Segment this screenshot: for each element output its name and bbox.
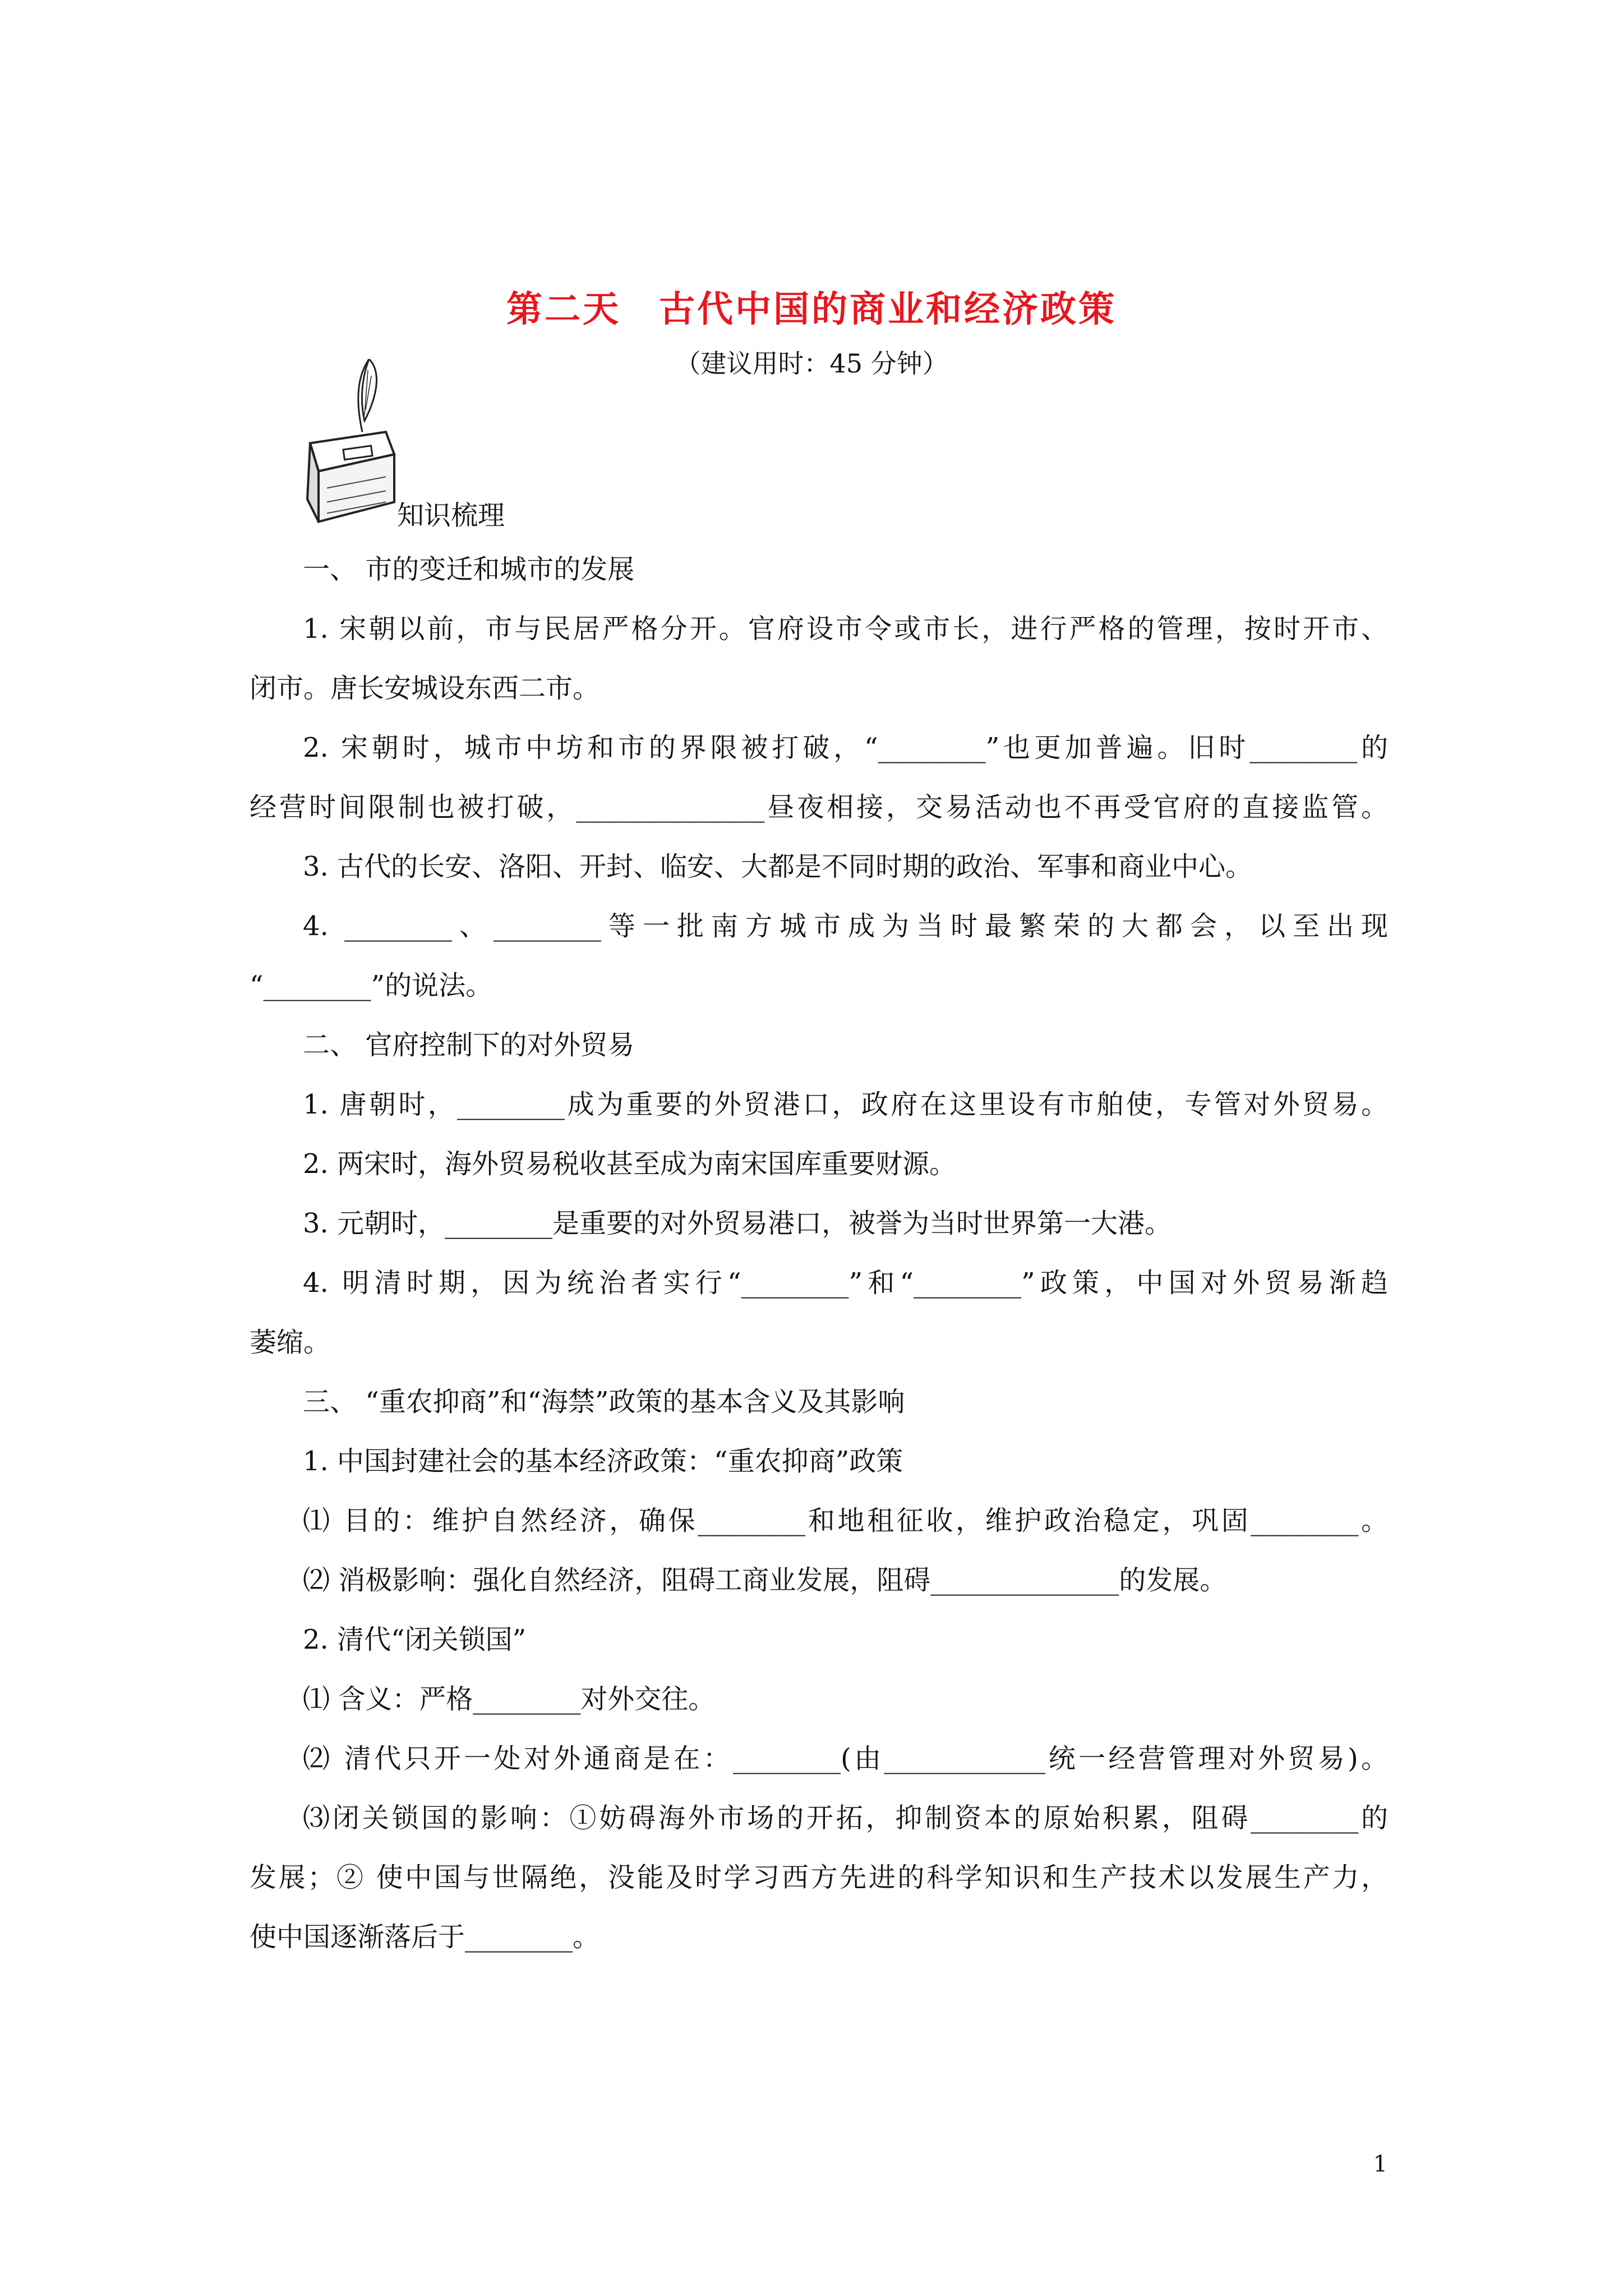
paragraph-line: 1. 唐朝时，________成为重要的外贸港口，政府在这里设有市舶使，专管对外贸易。 (303, 1089, 1388, 1120)
paragraph-line: 1. 宋朝以前，市与民居严格分开。官府设市令或市长，进行严格的管理，按时开市、 (303, 613, 1388, 645)
paragraph-line: 闭市。唐长安城设东西二市。 (250, 673, 600, 704)
page-number: 1 (1373, 2151, 1387, 2177)
paragraph-line: ⑵ 清代只开一处对外通商是在：________(由____________统一经营管理对外贸易)。 (303, 1743, 1388, 1774)
paragraph-line: 2. 宋朝时，城市中坊和市的界限被打破，“________”也更加普遍。旧时________的 (303, 732, 1388, 763)
paragraph-line: 经营时间限制也被打破，______________昼夜相接，交易活动也不再受官府的直接监管。 (250, 792, 1388, 823)
time-suggestion: （建议用时：45 分钟） (675, 348, 948, 379)
heading-1: 一、 市的变迁和城市的发展 (303, 554, 635, 585)
paragraph-line: “________”的说法。 (250, 970, 493, 1001)
paragraph-line: 2. 清代“闭关锁国” (303, 1624, 527, 1655)
paragraph-line: ⑴ 目的：维护自然经济，确保________和地租征收，维护政治稳定，巩固________。 (303, 1505, 1388, 1536)
paragraph-line: 4. 明清时期，因为统治者实行“________”和“________”政策，中国对外贸易渐趋 (303, 1267, 1388, 1299)
paragraph-line: 使中国逐渐落后于________。 (250, 1921, 600, 1953)
book-quill-icon (302, 359, 408, 527)
paragraph-line: 2. 两宋时，海外贸易税收甚至成为南宋国库重要财源。 (303, 1148, 957, 1180)
heading-2: 二、 官府控制下的对外贸易 (303, 1029, 635, 1061)
paragraph-line: ⑴ 含义：严格________对外交往。 (303, 1683, 716, 1715)
page-title: 第二天 古代中国的商业和经济政策 (506, 289, 1117, 330)
paragraph-line: ⑶闭关锁国的影响：①妨碍海外市场的开拓，抑制资本的原始积累，阻碍________的 (303, 1802, 1388, 1834)
content-body (250, 540, 1388, 1967)
paragraph-line: 发展；② 使中国与世隔绝，没能及时学习西方先进的科学知识和生产技术以发展生产力， (250, 1862, 1388, 1893)
paragraph-line: 1. 中国封建社会的基本经济政策：“重农抑商”政策 (303, 1446, 903, 1477)
paragraph-line: 3. 元朝时，________是重要的对外贸易港口，被誉为当时世界第一大港。 (303, 1208, 1172, 1239)
paragraph-line: 4. ________、________等一批南方城市成为当时最繁荣的大都会，以至出现 (303, 910, 1388, 942)
heading-3: 三、 “重农抑商”和“海禁”政策的基本含义及其影响 (303, 1386, 905, 1418)
paragraph-line: 3. 古代的长安、洛阳、开封、临安、大都是不同时期的政治、军事和商业中心。 (303, 851, 1253, 882)
paragraph-line: ⑵ 消极影响：强化自然经济，阻碍工商业发展，阻碍______________的发展。 (303, 1565, 1227, 1596)
paragraph-line: 萎缩。 (250, 1327, 331, 1358)
section-tag: 知识梳理 (397, 500, 505, 531)
